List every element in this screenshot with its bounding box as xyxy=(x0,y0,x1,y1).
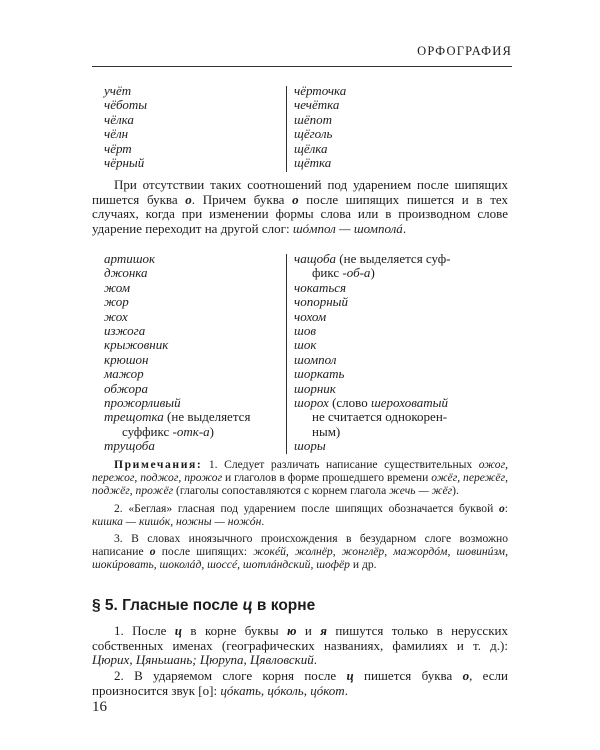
list-item: шомпол xyxy=(294,351,337,367)
note-1: Примечания: 1. Следует различать написание существительных ожог, пережог, поджог, прожог и глаголов в форме прошедшего времени ожёг, пережёг, поджёг, прожёг (глаголы сопоставляются с корнем глагола жечь — жёг). xyxy=(92,458,508,498)
list-item: жом xyxy=(104,279,131,295)
list-item: шёпот xyxy=(294,111,332,127)
list-item-continuation: фикс -об-а) xyxy=(312,265,375,281)
word-list-1-right xyxy=(294,84,504,170)
list-item: чёлн xyxy=(104,126,129,142)
list-item: шорох (слово шероховатый xyxy=(294,395,448,411)
note-2: 2. «Беглая» гласная под ударением после шипящих обозначается буквой о: кишка — кишóк, ножны — ножóн. xyxy=(92,502,508,529)
list-item: обжора xyxy=(104,380,148,396)
list-item: чёботы xyxy=(104,97,148,113)
column-divider xyxy=(286,254,287,454)
list-item: чокаться xyxy=(294,279,347,295)
list-item: шоркать xyxy=(294,366,345,382)
list-item: щётка xyxy=(294,155,332,171)
list-item: жор xyxy=(104,294,129,310)
word-list-1-left xyxy=(104,84,284,170)
list-item: крыжовник xyxy=(104,337,169,353)
list-item: учёт xyxy=(104,83,132,98)
word-list-1 xyxy=(104,84,500,174)
list-item: чопорный xyxy=(294,294,348,310)
list-item: изжога xyxy=(104,323,146,339)
list-item: артишок xyxy=(104,251,156,266)
word-list-2 xyxy=(104,252,500,456)
list-item-continuation: не считается однокорен- xyxy=(312,409,448,425)
list-item: шов xyxy=(294,323,316,339)
section-heading: § 5. Гласные после ц в корне xyxy=(92,597,316,614)
list-item: чечётка xyxy=(294,97,340,113)
word-list-2-right xyxy=(294,252,504,454)
list-item: чохом xyxy=(294,308,327,324)
column-divider xyxy=(286,86,287,172)
list-item: чёрт xyxy=(104,140,132,156)
list-item: шоры xyxy=(294,438,326,454)
section-paragraph-2: 2. В ударяемом слоге корня после ц пишется буква о, если произносится звук [о]: цóкать, цóколь, цóкот. xyxy=(92,668,508,698)
list-item: чёрточка xyxy=(294,83,347,98)
list-item: щёлка xyxy=(294,140,328,156)
list-item: шорник xyxy=(294,380,336,396)
running-title: ОРФОГРАФИЯ xyxy=(417,44,512,58)
list-item: прожорливый xyxy=(104,395,181,411)
list-item-continuation: суффикс -отк-а) xyxy=(122,423,214,439)
list-item: крюшон xyxy=(104,351,149,367)
list-item: шок xyxy=(294,337,317,353)
list-item: мажор xyxy=(104,366,144,382)
list-item: трущоба xyxy=(104,438,155,454)
list-item: чёрный xyxy=(104,155,145,171)
list-item-continuation: ным) xyxy=(312,423,341,439)
list-item: щёголь xyxy=(294,126,333,142)
word-list-2-left xyxy=(104,252,284,454)
running-header xyxy=(92,36,512,67)
page-number: 16 xyxy=(92,699,107,715)
list-item: трещотка (не выделяется xyxy=(104,409,251,425)
list-item: джонка xyxy=(104,265,148,281)
list-item: жох xyxy=(104,308,128,324)
list-item: чёлка xyxy=(104,111,134,127)
list-item: чащоба (не выделяется суф- xyxy=(294,251,451,266)
section-paragraph-1: 1. После ц в корне буквы ю и я пишутся только в нерусских собственных именах (географических названиях, фамилиях и т. д.): Цюрих, Цяньшань; Цюрупа, Цявловский. xyxy=(92,623,508,668)
note-3: 3. В словах иноязычного происхождения в безударном слоге возможно написание о после шипящих: жокéй, жолнёр, жонглёр, мажордóм, шовинúзм, шокúровать, шоколáд, шоссé, шотлáндский, шофёр и др. xyxy=(92,532,508,572)
rule-paragraph: При отсутствии таких соотношений под ударением после шипящих пишется буква о. Причем буква о после шипящих пишется и в тех случаях, когда при изменении формы слова или в производном слове ударение переходит на другой слог: шóмпол — шомполá. xyxy=(92,177,508,236)
